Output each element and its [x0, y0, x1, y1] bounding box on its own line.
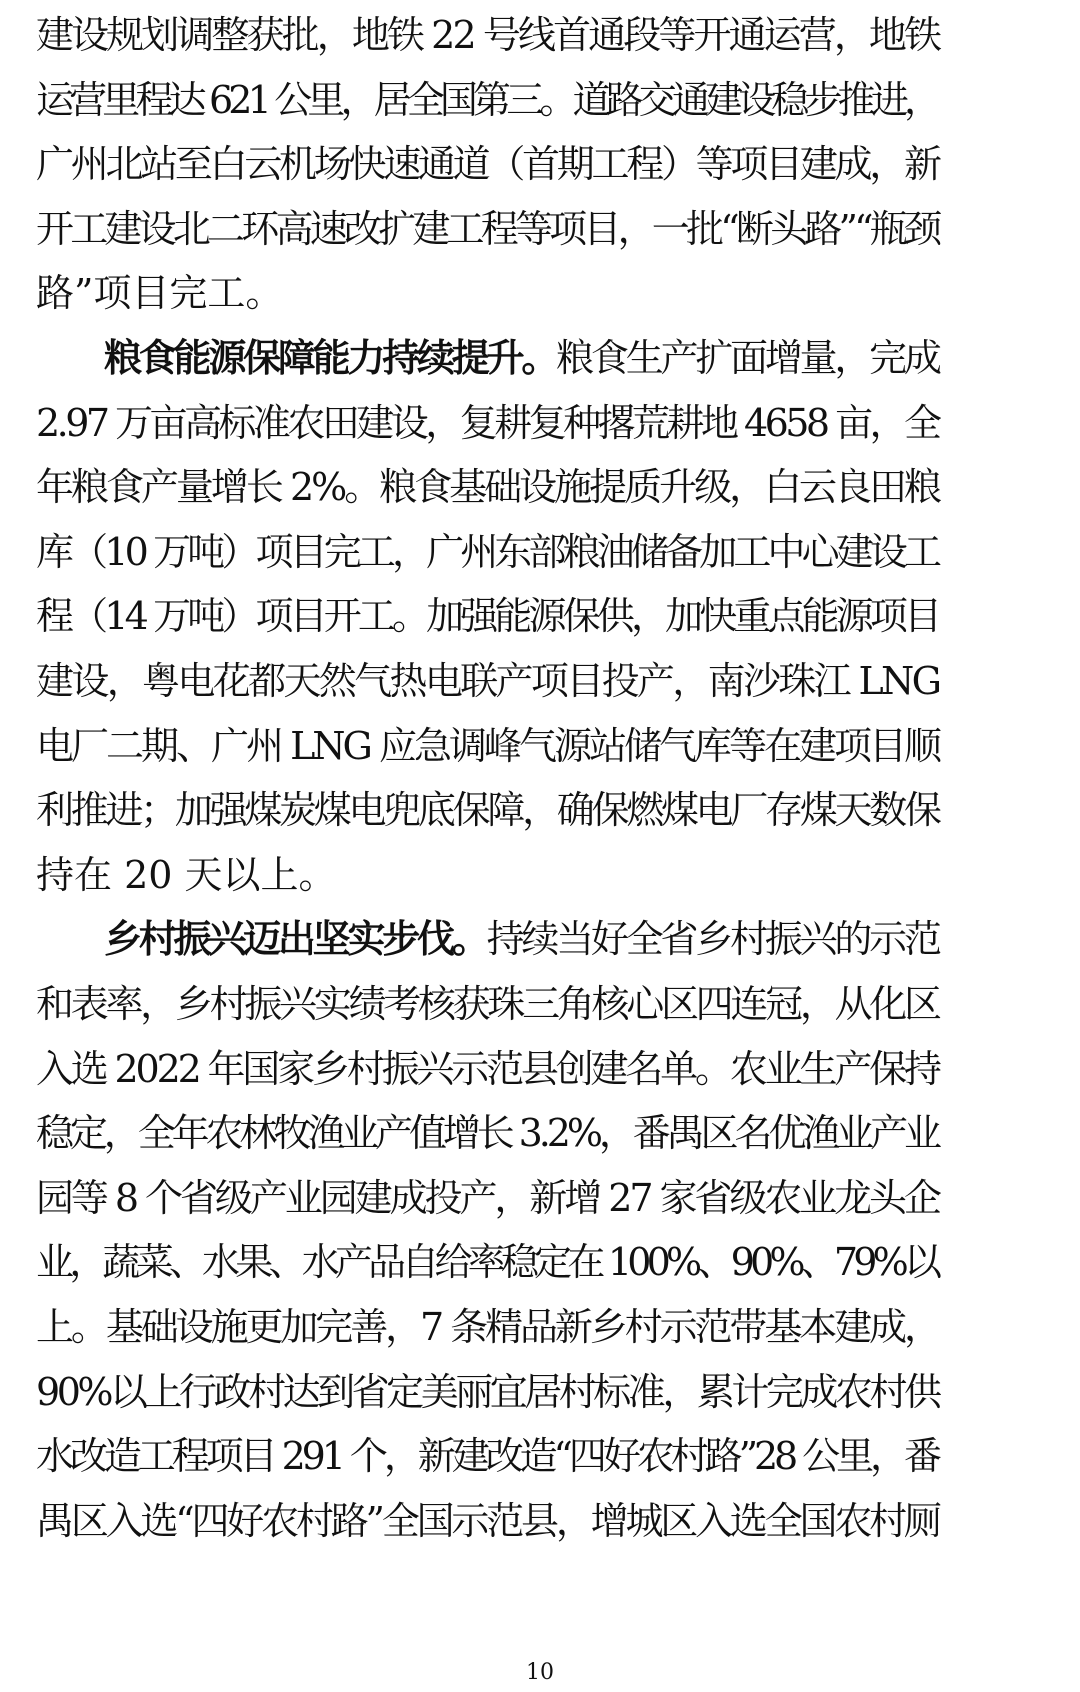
line-text: 粮食生产扩面增量，完成 — [556, 336, 939, 380]
text-line — [0, 581, 1080, 651]
line-text: 建设，粤电花都天然气热电联产项目投产，南沙珠江 LNG — [36, 659, 940, 703]
text-line — [0, 1421, 1080, 1491]
line-text: 90%以上行政村达到省定美丽宜居村标准，累计完成农村供 — [36, 1369, 939, 1414]
line-text: 持续当好全省乡村振兴的示范 — [486, 917, 939, 962]
text-line — [0, 646, 1080, 716]
line-text: 禺区入选“四好农村路”全国示范县，增城区入选全国农村厕 — [36, 1498, 939, 1543]
text-line — [0, 194, 1080, 264]
text-line — [0, 452, 1080, 522]
line-text: 利推进；加强煤炭煤电兜底保障，确保燃煤电厂存煤天数保 — [36, 788, 939, 833]
line-text: 水改造工程项目 291 个，新建改造“四好农村路”28 公里，番 — [36, 1434, 938, 1479]
line-text: 稳定，全年农林牧渔业产值增长 3.2%，番禺区名优渔业产业 — [36, 1111, 938, 1156]
text-line — [0, 258, 1080, 328]
line-text: 开工建设北二环高速改扩建工程等项目，一批“断头路”“瓶颈 — [36, 206, 939, 251]
line-text: 电厂二期、广州 LNG 应急调峰气源站储气库等在建项目顺 — [36, 723, 939, 768]
text-line — [0, 1163, 1080, 1233]
text-line — [0, 1098, 1080, 1168]
text-line — [0, 1292, 1080, 1362]
text-line — [0, 388, 1080, 458]
line-text: 建设规划调整获批，地铁 22 号线首通段等开通运营，地铁 — [36, 13, 940, 57]
text-line — [0, 840, 1080, 910]
text-line — [0, 1227, 1080, 1297]
line-text: 业，蔬菜、水果、水产品自给率稳定在 100%、90%、79%以 — [36, 1240, 938, 1285]
line-text: 库（10 万吨）项目完工，广州东部粮油储备加工中心建设工 — [36, 529, 939, 574]
line-text: 年粮食产量增长 2%。粮食基础设施提质升级，白云良田粮 — [36, 465, 939, 510]
text-line — [0, 1034, 1080, 1104]
line-text: 运营里程达 621 公里，居全国第三。道路交通建设稳步推进， — [36, 77, 938, 122]
text-line — [0, 1486, 1080, 1556]
line-text: 广州北站至白云机场快速通道（首期工程）等项目建成，新 — [36, 142, 939, 187]
text-line — [0, 129, 1080, 199]
paragraph-heading: 粮食能源保障能力持续提升。 — [104, 335, 557, 380]
line-text: 路”项目完工。 — [36, 271, 284, 316]
text-line — [0, 775, 1080, 845]
text-line — [0, 969, 1080, 1039]
line-text: 2.97 万亩高标准农田建设，复耕复种撂荒耕地 4658 亩，全 — [36, 400, 939, 445]
text-line — [0, 711, 1080, 781]
paragraph-heading: 乡村振兴迈出坚实步伐。 — [104, 916, 487, 962]
line-text: 持在 20 天以上。 — [36, 852, 337, 897]
text-line — [0, 1357, 1080, 1427]
line-text: 园等 8 个省级产业园建成投产，新增 27 家省级农业龙头企 — [36, 1175, 939, 1220]
page-number: 10 — [526, 1660, 554, 1685]
text-line — [0, 323, 1080, 393]
text-line — [0, 517, 1080, 587]
line-text: 程（14 万吨）项目开工。加强能源保供，加快重点能源项目 — [36, 594, 939, 639]
text-line — [0, 904, 1080, 974]
line-text: 和表率，乡村振兴实绩考核获珠三角核心区四连冠，从化区 — [36, 982, 939, 1026]
text-line — [0, 0, 1080, 70]
line-text: 上。基础设施更加完善，7 条精品新乡村示范带基本建成， — [36, 1305, 939, 1349]
line-text: 入选 2022 年国家乡村振兴示范县创建名单。农业生产保持 — [36, 1046, 939, 1091]
text-line — [0, 65, 1080, 135]
